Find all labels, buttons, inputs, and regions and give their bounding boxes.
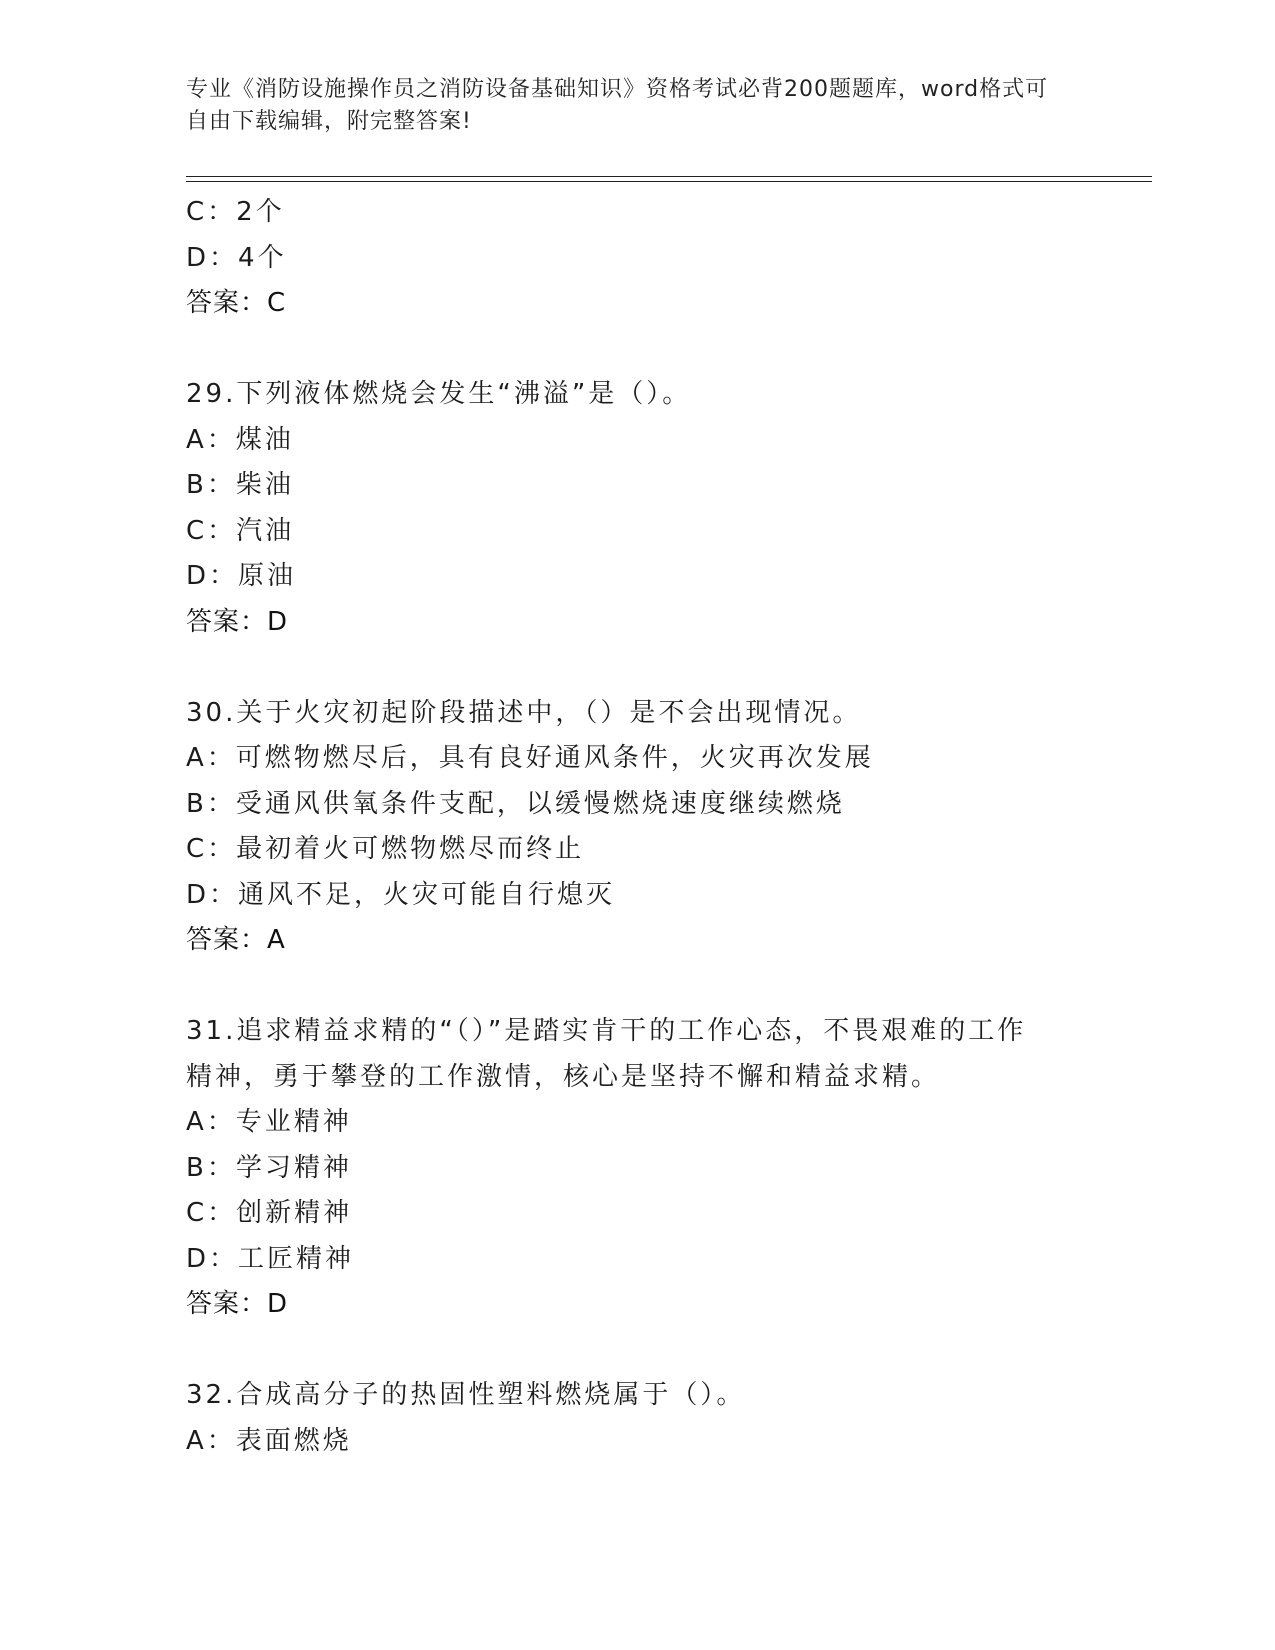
option-b: B：柴油 bbox=[186, 470, 294, 500]
answer-line: 答案：D bbox=[186, 606, 289, 637]
option-d: D：工匠精神 bbox=[186, 1243, 355, 1274]
question-stem-line-1: 31.追求精益求精的“（）”是踏实肯干的工作心态，不畏艰难的工作 bbox=[186, 1016, 1027, 1046]
question-29 bbox=[186, 372, 1086, 645]
question-stem: 30.关于火灾初起阶段描述中，（）是不会出现情况。 bbox=[186, 697, 862, 728]
option-c: C：最初着火可燃物燃尽而终止 bbox=[186, 834, 585, 864]
option-a: A：煤油 bbox=[186, 424, 294, 455]
option-c: C：2个 bbox=[186, 197, 285, 227]
header-divider-bottom bbox=[186, 181, 1152, 182]
spacer bbox=[186, 964, 1086, 1010]
option-b: B：受通风供氧条件支配，以缓慢燃烧速度继续燃烧 bbox=[186, 788, 845, 819]
question-28-tail bbox=[186, 190, 1086, 327]
answer-line: 答案：C bbox=[186, 288, 287, 318]
spacer bbox=[186, 645, 1086, 691]
option-a: A：可燃物燃尽后，具有良好通风条件，火灾再次发展 bbox=[186, 743, 874, 773]
option-a: A：表面燃烧 bbox=[186, 1425, 352, 1456]
option-c: C：创新精神 bbox=[186, 1198, 353, 1228]
spacer bbox=[186, 1328, 1086, 1374]
question-32 bbox=[186, 1373, 1086, 1464]
document-header: 专业《消防设施操作员之消防设备基础知识》资格考试必背200题题库，word格式可自由下载编辑，附完整答案! bbox=[186, 77, 1049, 134]
option-d: D：4个 bbox=[186, 242, 287, 273]
option-d: D：通风不足，火灾可能自行熄灭 bbox=[186, 879, 616, 910]
question-30 bbox=[186, 691, 1086, 964]
header-divider-top bbox=[186, 176, 1152, 177]
option-a: A：专业精神 bbox=[186, 1107, 352, 1137]
question-31 bbox=[186, 1009, 1086, 1328]
question-stem: 29.下列液体燃烧会发生“沸溢”是（）。 bbox=[186, 379, 692, 409]
question-list bbox=[186, 190, 1086, 1464]
question-stem-line-2: 精神，勇于攀登的工作激情，核心是坚持不懈和精益求精。 bbox=[186, 1061, 941, 1092]
option-d: D：原油 bbox=[186, 561, 297, 591]
answer-line: 答案：A bbox=[186, 925, 286, 955]
option-c: C：汽油 bbox=[186, 515, 295, 546]
answer-line: 答案：D bbox=[186, 1289, 289, 1319]
option-b: B：学习精神 bbox=[186, 1152, 352, 1183]
question-stem: 32.合成高分子的热固性塑料燃烧属于（）。 bbox=[186, 1380, 746, 1410]
spacer bbox=[186, 327, 1086, 373]
